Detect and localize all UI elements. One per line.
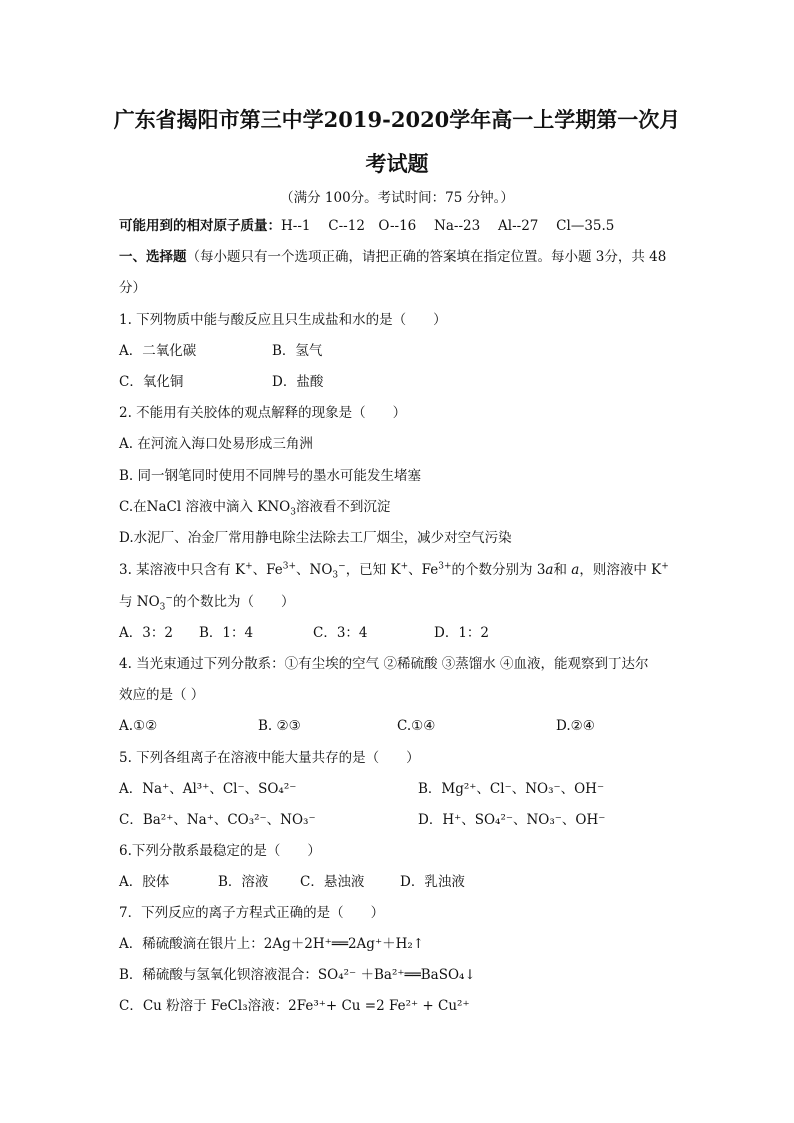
q5-option-b: B．Mg²⁺、Cl⁻、NO₃⁻、OH⁻ <box>418 781 605 797</box>
q5-stem: 5. 下列各组离子在溶液中能大量共存的是（ ） <box>119 750 420 766</box>
section1-note: （每小题只有一个选项正确，请把正确的答案填在指定位置。每小题 3分，共 48 <box>186 249 667 265</box>
q5-option-d: D．H⁺、SO₄²⁻、NO₃⁻、OH⁻ <box>418 812 606 828</box>
q2-option-d: D.水泥厂、冶金厂常用静电除尘法除去工厂烟尘，减少对空气污染 <box>119 530 512 546</box>
q7-option-a: A．稀硫酸滴在银片上：2Ag＋2H⁺══2Ag⁺＋H₂↑ <box>119 936 425 952</box>
q1-option-c: C．氧化铜 <box>119 374 184 390</box>
section1-heading: 一、选择题 <box>119 249 187 265</box>
q1-option-b: B．氢气 <box>272 343 323 359</box>
q6-option-c: C．悬浊液 <box>300 874 365 890</box>
q4-stem-line1: 4. 当光束通过下列分散系：①有尘埃的空气 ②稀硫酸 ③蒸馏水 ④血液，能观察到丁达尔 <box>119 656 649 672</box>
q3-option-a: A．3：2 <box>119 625 173 641</box>
q6-option-a: A．胶体 <box>119 874 170 890</box>
q3-option-c: C．3：4 <box>313 625 368 641</box>
q3-option-b: B．1：4 <box>199 625 254 641</box>
q6-option-d: D．乳浊液 <box>400 874 465 890</box>
q1-stem: 1. 下列物质中能与酸反应且只生成盐和水的是（ ） <box>119 312 447 328</box>
q4-option-a: A.①② <box>119 718 158 734</box>
atomic-mass-label: 可能用到的相对原子质量： <box>119 218 281 234</box>
section1-note-cont: 分） <box>119 280 146 296</box>
q6-stem: 6.下列分散系最稳定的是（ ） <box>119 843 321 859</box>
q2-stem: 2. 不能用有关胶体的观点解释的现象是（ ） <box>119 405 407 421</box>
exam-subtitle: （满分 100分。考试时间：75 分钟。） <box>280 190 514 206</box>
q3-stem-line1: 3. 某溶液中只含有 K+、$Fe^{3+}$、$NO_3^-$，已知 K+、$Fe^{3+}$的个数分别为 3a和 a，则溶液中 K+ <box>119 561 669 581</box>
q7-option-c: C．Cu 粉溶于 FeCl₃溶液：2Fe³⁺+ Cu =2 Fe²⁺ + Cu²⁺ <box>119 998 470 1014</box>
atomic-mass-line <box>119 217 614 235</box>
q4-option-b: B. ②③ <box>258 718 301 734</box>
exam-title-line1: 广东省揭阳市第三中学2019-2020学年高一上学期第一次月 <box>113 107 681 132</box>
q1-option-a: A．二氧化碳 <box>119 343 197 359</box>
q3-stem-line2: 与 $NO_3^-$的个数比为（ ） <box>119 593 295 613</box>
q5-option-a: A．Na⁺、Al³⁺、Cl⁻、SO₄²⁻ <box>119 781 297 797</box>
q5-option-c: C．Ba²⁺、Na⁺、CO₃²⁻、NO₃⁻ <box>119 812 316 828</box>
q7-option-b: B．稀硫酸与氢氧化钡溶液混合：SO₄²⁻ ＋Ba²⁺══BaSO₄↓ <box>119 967 476 983</box>
q6-option-b: B．溶液 <box>218 874 269 890</box>
q2-option-c: C.在NaCl 溶液中滴入 $KNO_3$溶液看不到沉淀 <box>119 499 391 518</box>
section1-heading-line <box>119 248 666 266</box>
exam-title-line2: 考试题 <box>365 151 429 176</box>
q4-stem-line2: 效应的是（ ） <box>119 687 205 703</box>
q3-option-d: D．1：2 <box>434 625 490 641</box>
q2-option-a: A. 在河流入海口处易形成三角洲 <box>119 436 313 452</box>
atomic-mass-values: H--1 C--12 O--16 Na--23 Al--27 Cl—35.5 <box>281 218 615 234</box>
q4-option-d: D.②④ <box>556 718 595 734</box>
q7-stem: 7．下列反应的离子方程式正确的是（ ） <box>119 905 385 921</box>
q2-option-b: B. 同一钢笔同时使用不同牌号的墨水可能发生堵塞 <box>119 468 422 484</box>
q1-option-d: D．盐酸 <box>272 374 324 390</box>
q4-option-c: C.①④ <box>397 718 436 734</box>
